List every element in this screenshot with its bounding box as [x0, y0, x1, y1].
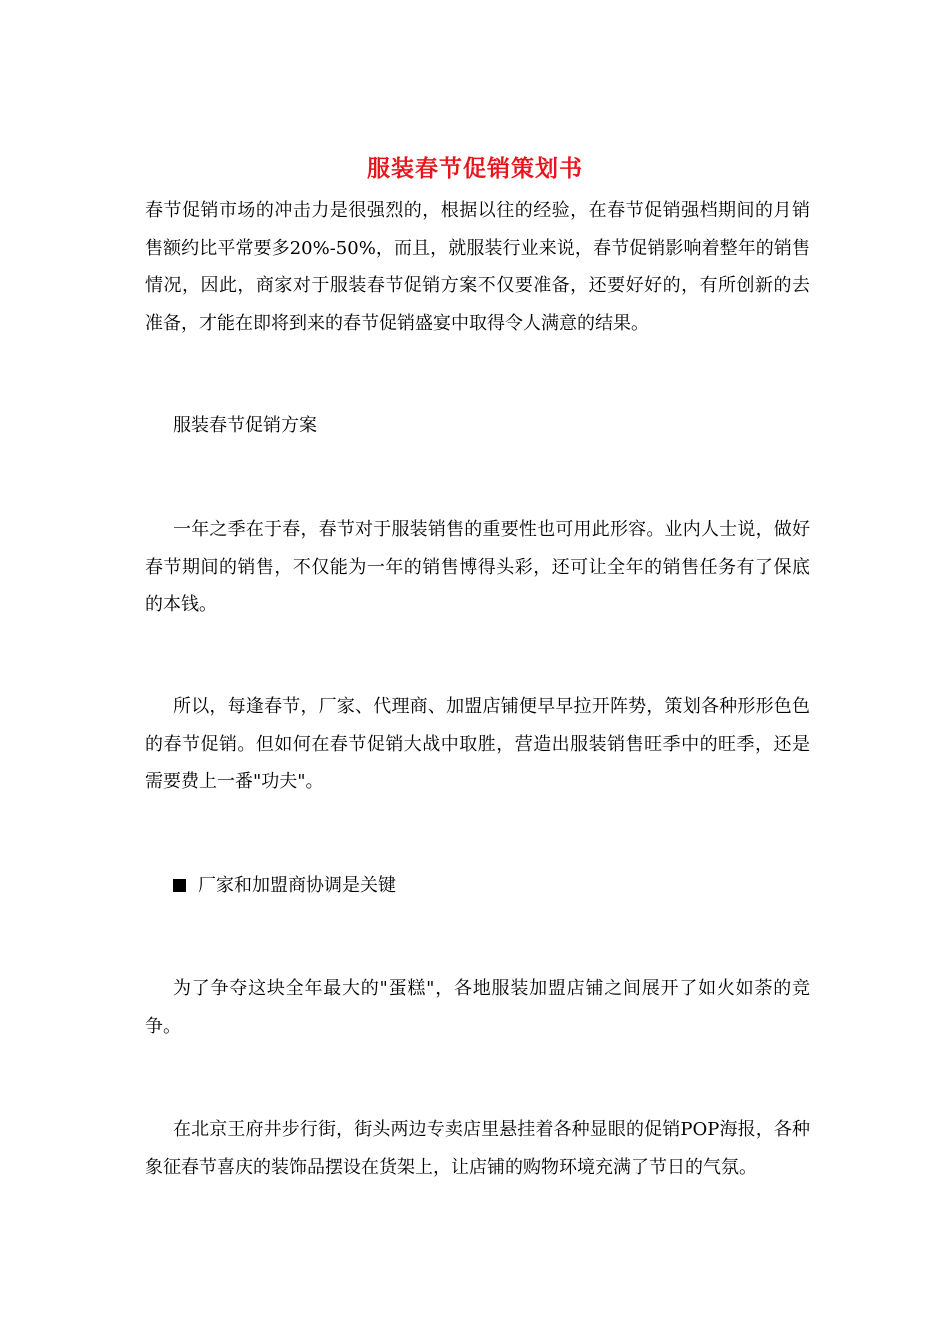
body-paragraph-2: 所以，每逢春节，厂家、代理商、加盟店铺便早早拉开阵势，策划各种形形色色的春节促销。但如何在春节促销大战中取胜，营造出服装销售旺季中的旺季，还是需要费上一番"功夫"。 — [145, 696, 810, 792]
body-paragraph-3: 为了争夺这块全年最大的"蛋糕"，各地服装加盟店铺之间展开了如火如荼的竞争。 — [145, 978, 810, 1037]
black-square-icon — [173, 879, 186, 892]
section-heading: 服装春节促销方案 — [173, 415, 317, 436]
body-paragraph-4: 在北京王府井步行街，街头两边专卖店里悬挂着各种显眼的促销POP海报，各种象征春节喜庆的装饰品摆设在货架上，让店铺的购物环境充满了节日的气氛。 — [145, 1119, 810, 1178]
body-paragraph-1: 一年之季在于春，春节对于服装销售的重要性也可用此形容。业内人士说，做好春节期间的销售，不仅能为一年的销售博得头彩，还可让全年的销售任务有了保底的本钱。 — [145, 519, 810, 615]
bullet-heading: 厂家和加盟商协调是关键 — [198, 875, 396, 896]
bullet-heading-line — [173, 867, 396, 904]
document-title: 服装春节促销策划书 — [367, 155, 583, 182]
intro-paragraph: 春节促销市场的冲击力是很强烈的，根据以往的经验，在春节促销强档期间的月销售额约比平常要多20%-50%，而且，就服装行业来说，春节促销影响着整年的销售情况，因此，商家对于服装春节促销方案不仅要准备，还要好好的，有所创新的去准备，才能在即将到来的春节促销盛宴中取得令人满意的结果。 — [145, 200, 810, 334]
